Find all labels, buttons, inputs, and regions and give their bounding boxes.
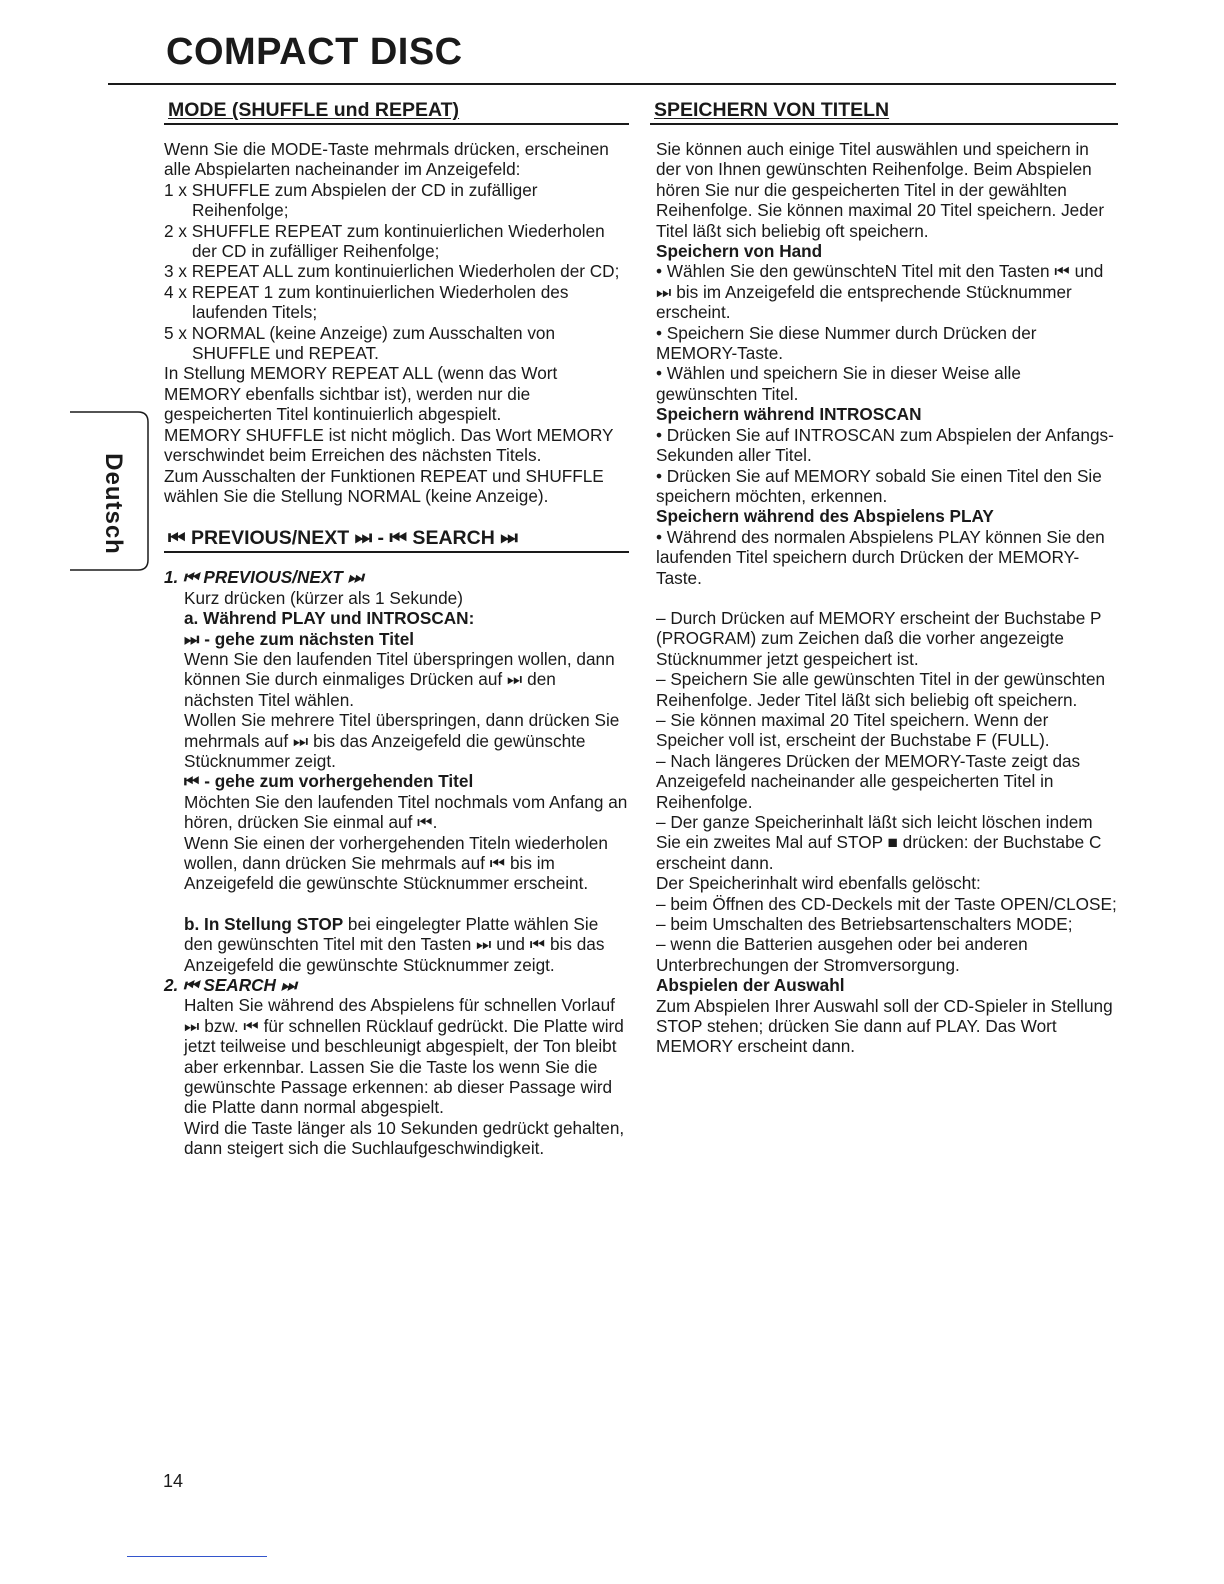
mode-heading — [164, 98, 629, 125]
store-introscan-step: • Drücken Sie auf INTROSCAN zum Abspielen der Anfangs-Sekunden aller Titel. — [656, 424, 1114, 466]
mode-item: 1 x SHUFFLE zum Abspielen der CD in zufälliger Reihenfolge; — [164, 179, 538, 221]
item1-subtitle: Kurz drücken (kürzer als 1 Sekunde) — [184, 587, 463, 608]
memory-note: – Der ganze Speicherinhalt läßt sich leicht löschen indem Sie ein zweites Mal auf STOP ■ drücken: der Buchstabe C erscheint dann. — [656, 812, 1102, 873]
page-number: 14 — [163, 1471, 184, 1491]
mode-item: 5 x NORMAL (keine Anzeige) zum Ausschalten von SHUFFLE und REPEAT. — [164, 322, 556, 364]
play-selection-paragraph: Zum Abspielen Ihrer Auswahl soll der CD-Spieler in Stellung STOP stehen; drücken Sie dann auf PLAY. Das Wort MEMORY erscheint dann. — [656, 995, 1113, 1057]
bottom-link-line — [127, 1556, 267, 1557]
memory-note: – beim Umschalten des Betriebsartenschalters MODE; — [656, 914, 1073, 935]
previous-track-heading: ⏮ - gehe zum vorhergehenden Titel — [184, 771, 474, 792]
next-track-heading: ⏭ - gehe zum nächsten Titel — [184, 628, 415, 649]
page-title: COMPACT DISC — [166, 31, 463, 73]
store-by-hand-step: • Wählen Sie den gewünschteN Titel mit den Tasten ⏮ und ⏭ bis im Anzeigefeld die entsprechende Stücknummer erscheint. — [656, 261, 1104, 323]
stop-mode-text: bei eingelegter Platte wählen Sie den gewünschten Titel mit den Tasten ⏭ und ⏮ bis das Anzeigefeld die gewünschte Stücknummer zeigt. — [184, 913, 605, 975]
memory-note: – Speichern Sie alle gewünschten Titel in der gewünschten Reihenfolge. Jeder Titel läßt sich beliebig oft speichern. — [656, 669, 1106, 710]
store-intro: Sie können auch einige Titel auswählen und speichern in der von Ihnen gewünschten Reihenfolge. Beim Abspielen hören Sie nur die gespeicherten Titel in der gewählten Reihenfolge. Sie können maximal 20 Titel speichern. Jeder Titel läßt sich beliebig oft speichern. — [656, 139, 1105, 241]
store-tracks-heading — [650, 98, 1118, 125]
item2-title-text: 2. ⏮ SEARCH ⏭ — [164, 975, 297, 996]
language-tab-label: Deutsch — [100, 453, 127, 555]
store-play-step: • Während des normalen Abspielens PLAY können Sie den laufenden Titel speichern durch Drücken der MEMORY-Taste. — [656, 526, 1105, 588]
previous-track-paragraph: Möchten Sie den laufenden Titel nochmals vom Anfang an hören, drücken Sie einmal auf ⏮. — [184, 791, 628, 833]
memory-note: – beim Öffnen des CD-Deckels mit der Taste OPEN/CLOSE; — [656, 893, 1117, 914]
memory-note: Der Speicherinhalt wird ebenfalls gelöscht: — [656, 873, 981, 894]
left-column — [164, 98, 629, 1159]
mode-item: 2 x SHUFFLE REPEAT zum kontinuierlichen Wiederholen der CD in zufälliger Reihenfolge; — [164, 220, 605, 262]
mode-heading-text: MODE (SHUFFLE und REPEAT) — [168, 99, 460, 121]
store-by-hand-heading: Speichern von Hand — [656, 241, 823, 262]
next-track-paragraph: Wollen Sie mehrere Titel überspringen, dann drücken Sie mehrmals auf ⏭ bis das Anzeigefeld die gewünschte Stücknummer zeigt. — [184, 710, 620, 771]
store-by-hand-step: • Speichern Sie diese Nummer durch Drücken der MEMORY-Taste. — [656, 322, 1037, 364]
previous-next-heading-text: ⏮ PREVIOUS/NEXT ⏭ - ⏮ SEARCH ⏭ — [168, 527, 518, 550]
store-play-heading: Speichern während des Abspielens PLAY — [656, 506, 994, 527]
mode-paragraph: MEMORY SHUFFLE ist nicht möglich. Das Wort MEMORY verschwindet beim Erreichen des nächsten Titels. — [164, 424, 614, 466]
store-by-hand-step: • Wählen und speichern Sie in dieser Weise alle gewünschten Titel. — [656, 363, 1021, 404]
mode-paragraph: In Stellung MEMORY REPEAT ALL (wenn das Wort MEMORY ebenfalls sichtbar ist), werden nur die gespeicherten Titel kontinuierlich abgespielt. — [164, 363, 558, 425]
store-introscan-heading: Speichern während INTROSCAN — [656, 404, 922, 425]
mode-item: 3 x REPEAT ALL zum kontinuierlichen Wiederholen der CD; — [164, 261, 620, 282]
mode-item: 4 x REPEAT 1 zum kontinuierlichen Wiederholen des laufenden Titels; — [164, 281, 569, 323]
mode-paragraph: Zum Ausschalten der Funktionen REPEAT und SHUFFLE wählen Sie die Stellung NORMAL (keine Anzeige). — [164, 465, 604, 506]
item1-title-text: 1. ⏮ PREVIOUS/NEXT ⏭ — [164, 567, 364, 588]
store-introscan-step: • Drücken Sie auf MEMORY sobald Sie einen Titel den Sie speichern möchten, erkennen. — [656, 465, 1102, 506]
mode-intro: Wenn Sie die MODE-Taste mehrmals drücken, erscheinen alle Abspielarten nacheinander im Anzeigefeld: — [164, 139, 609, 180]
memory-note: – Sie können maximal 20 Titel speichern. Wenn der Speicher voll ist, erscheint der Buchstabe F (FULL). — [656, 709, 1050, 751]
memory-note: – Durch Drücken auf MEMORY erscheint der Buchstabe P (PROGRAM) zum Zeichen daß die vorher angezeigte Stücknummer jetzt gespeichert ist. — [656, 607, 1102, 669]
store-tracks-heading-text: SPEICHERN VON TITELN — [654, 99, 890, 121]
item1-title — [164, 567, 629, 587]
stop-mode-paragraph — [164, 914, 629, 975]
memory-note: – wenn die Batterien ausgehen oder bei anderen Unterbrechungen der Stromversorgung. — [656, 934, 1028, 975]
play-selection-heading: Abspielen der Auswahl — [656, 975, 845, 996]
play-introscan-heading: a. Während PLAY und INTROSCAN: — [184, 608, 475, 629]
next-track-paragraph: Wenn Sie den laufenden Titel überspringen wollen, dann können Sie durch einmaliges Drücken auf ⏭ den nächsten Titel wählen. — [184, 648, 615, 710]
previous-next-heading — [164, 526, 629, 553]
previous-track-paragraph: Wenn Sie einen der vorhergehenden Titeln wiederholen wollen, dann drücken Sie mehrmals auf ⏮ bis im Anzeigefeld die gewünschte Stücknummer erscheint. — [184, 832, 608, 894]
search-paragraph: Halten Sie während des Abspielens für schnellen Vorlauf ⏭ bzw. ⏮ für schnellen Rücklauf gedrückt. Die Platte wird jetzt teilweise und beschleunigt abgespielt, der Ton bleibt aber erkennbar. Lassen Sie die Taste los wenn Sie die gewünschte Passage erkennen: ab dieser Passage wird die Platte dann normal abgespielt. — [184, 995, 624, 1118]
item2-title — [164, 975, 629, 995]
stop-mode-label: b. In Stellung STOP — [184, 913, 344, 934]
right-column — [650, 98, 1118, 1057]
search-paragraph: Wird die Taste länger als 10 Sekunden gedrückt gehalten, dann steigert sich die Suchlaufgeschwindigkeit. — [184, 1117, 625, 1159]
title-rule — [108, 83, 1116, 85]
memory-note: – Nach längeres Drücken der MEMORY-Taste zeigt das Anzeigefeld nacheinander alle gespeicherten Titel in Reihenfolge. — [656, 750, 1081, 812]
